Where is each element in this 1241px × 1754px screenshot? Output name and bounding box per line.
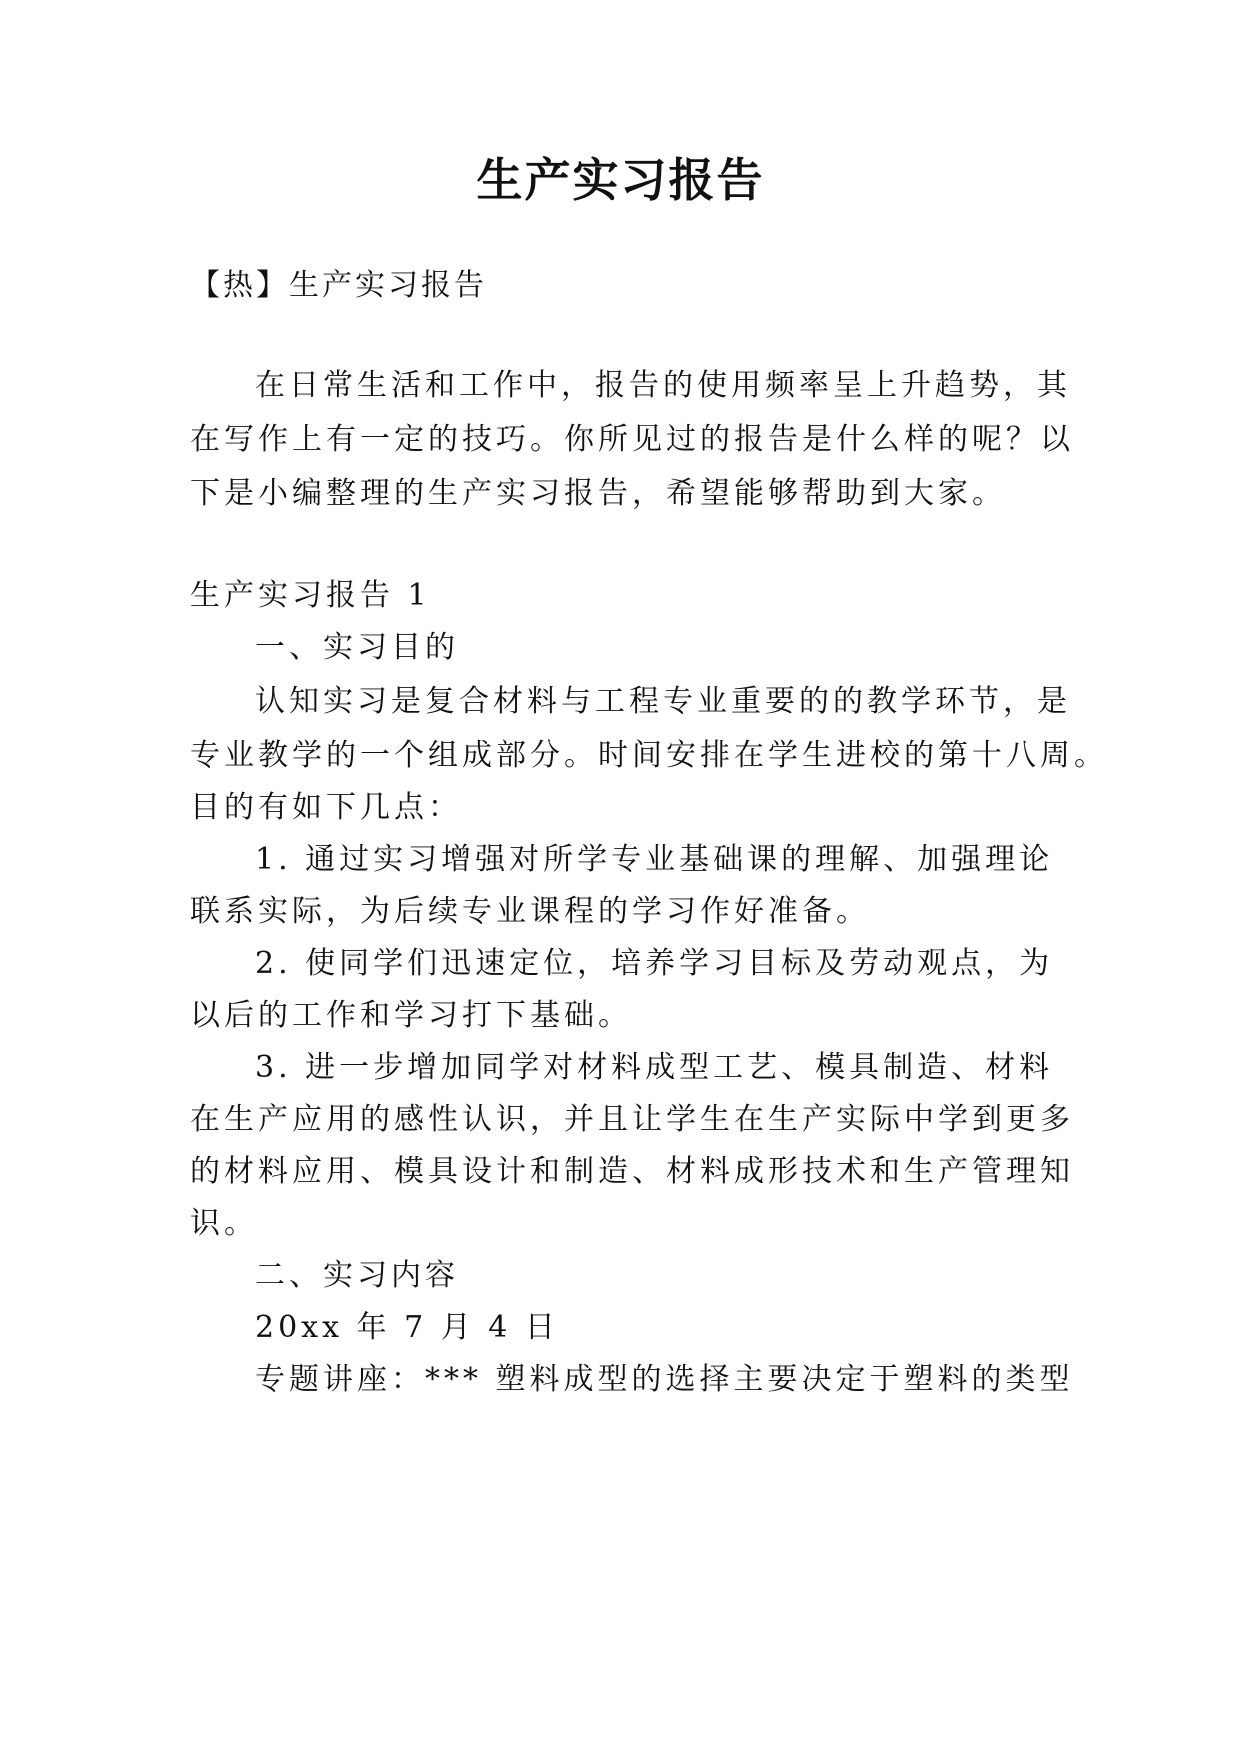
item3-line-4: 识。: [190, 1206, 258, 1241]
intro-line-1: 在日常生活和工作中，报告的使用频率呈上升趋势，其: [255, 368, 1071, 403]
heading-purpose: 一、实习目的: [255, 630, 459, 665]
item3-line-1: 3. 进一步增加同学对材料成型工艺、模具制造、材料: [255, 1050, 1054, 1085]
document-subtitle: 【热】生产实习报告: [190, 268, 487, 303]
item1-line-2: 联系实际，为后续专业课程的学习作好准备。: [190, 894, 870, 929]
intro-line-2: 在写作上有一定的技巧。你所见过的报告是什么样的呢？以: [190, 422, 1074, 457]
intro-line-3: 下是小编整理的生产实习报告，希望能够帮助到大家。: [190, 476, 1006, 511]
item3-line-2: 在生产应用的感性认识，并且让学生在生产实际中学到更多: [190, 1102, 1074, 1137]
para1-line-2: 专业教学的一个组成部分。时间安排在学生进校的第十八周。: [190, 738, 1108, 773]
date-line: 20xx 年 7 月 4 日: [255, 1310, 559, 1345]
section-title: 生产实习报告 1: [190, 578, 431, 613]
lecture-line: 专题讲座：*** 塑料成型的选择主要决定于塑料的类型: [255, 1362, 1074, 1397]
heading-content: 二、实习内容: [255, 1258, 459, 1293]
item3-line-3: 的材料应用、模具设计和制造、材料成形技术和生产管理知: [190, 1154, 1074, 1189]
item2-line-1: 2. 使同学们迅速定位，培养学习目标及劳动观点，为: [255, 946, 1054, 981]
para1-line-1: 认知实习是复合材料与工程专业重要的的教学环节，是: [255, 684, 1071, 719]
document-title: 生产实习报告: [476, 153, 765, 207]
item2-line-2: 以后的工作和学习打下基础。: [190, 998, 632, 1033]
item1-line-1: 1. 通过实习增强对所学专业基础课的理解、加强理论: [255, 842, 1054, 877]
para1-line-3: 目的有如下几点：: [190, 790, 462, 825]
